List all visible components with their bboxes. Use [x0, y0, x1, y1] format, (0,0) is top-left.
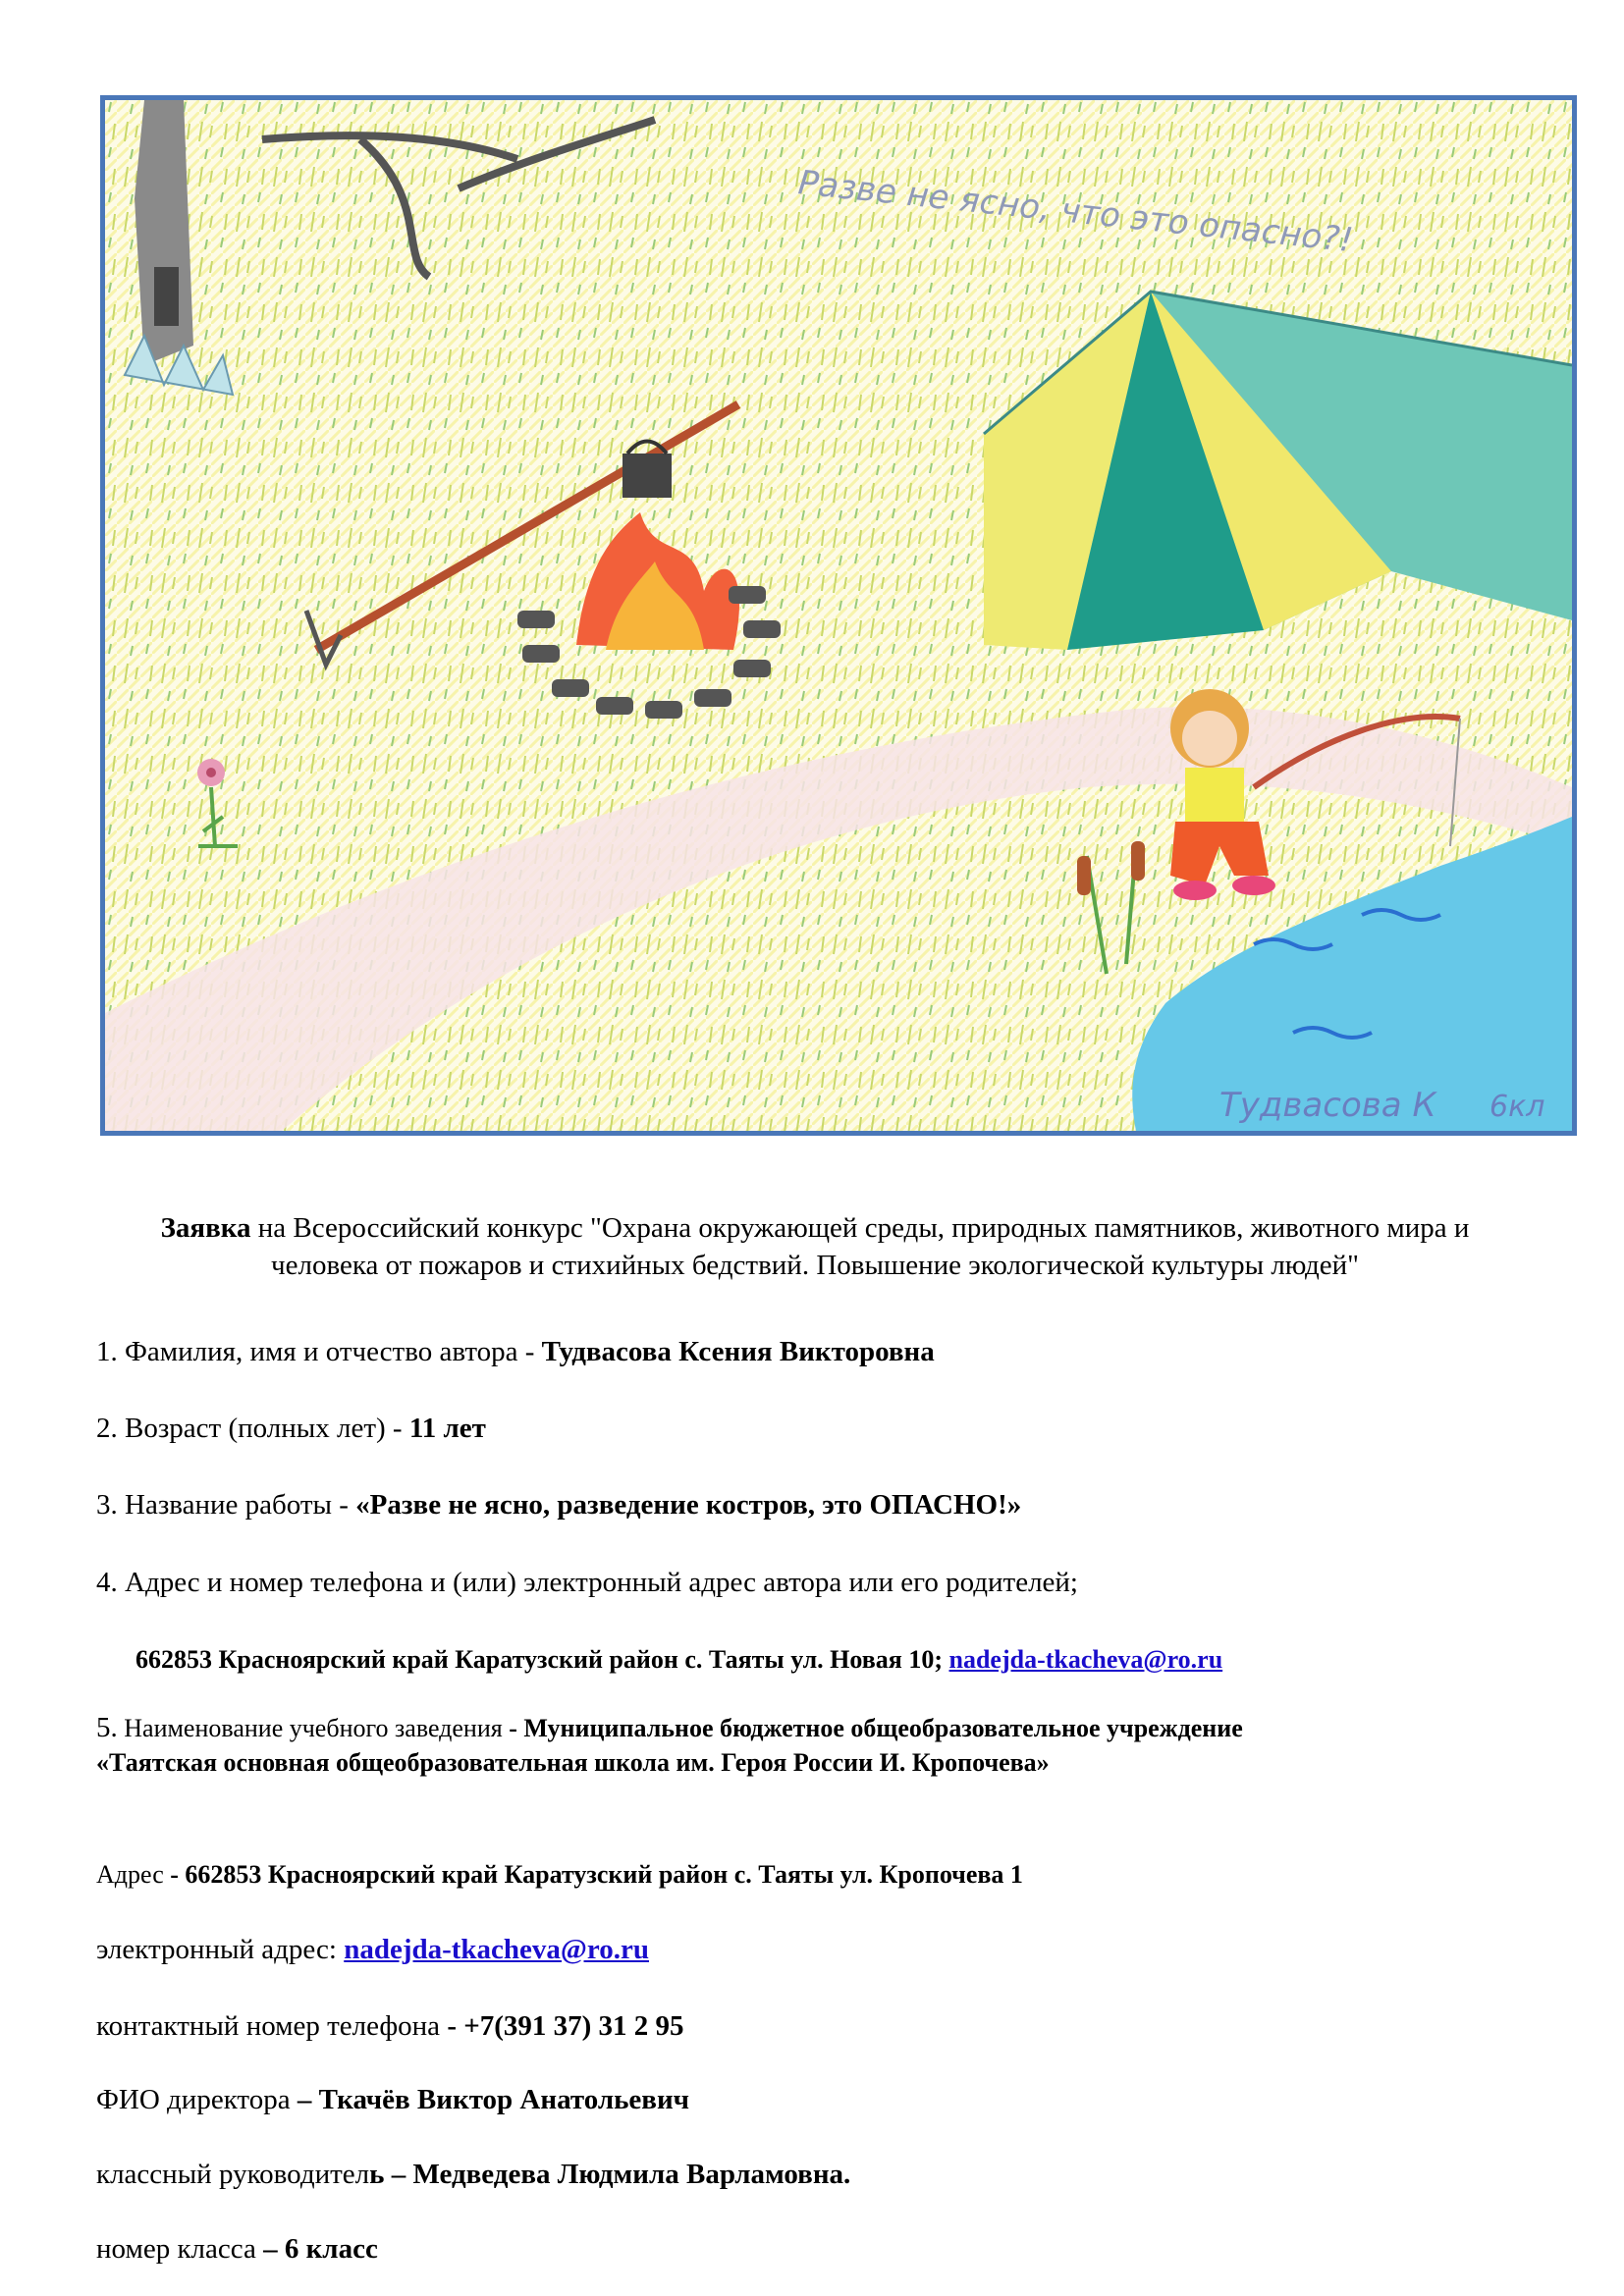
age-value: 11 лет: [408, 1413, 486, 1444]
application-heading: [108, 1209, 1522, 1284]
class-label: номер класса: [96, 2233, 264, 2265]
director-row: [96, 2081, 689, 2118]
school-email-row: [96, 1931, 649, 1968]
child-drawing: [100, 95, 1577, 1136]
phone-label: контактный номер телефона: [96, 2010, 448, 2042]
age-label: 2. Возраст (полных лет) -: [96, 1413, 409, 1444]
teacher-label: классный руководител: [96, 2159, 370, 2190]
school-name-row-2: [96, 1744, 1050, 1782]
work-title-label: 3. Название работы -: [96, 1489, 356, 1521]
director-value: – Ткачёв Виктор Анатольевич: [297, 2084, 690, 2115]
author-address-row: [135, 1641, 1222, 1679]
school-address-label: Адрес: [96, 1860, 171, 1889]
teacher-row: [96, 2156, 850, 2193]
author-name-label: 1. Фамилия, имя и отчество автора -: [96, 1336, 542, 1367]
school-name-value-a: - Муниципальное бюджетное общеобразовательное учреждение: [509, 1714, 1243, 1742]
teacher-value: ь – Медведева Людмила Варламовна.: [369, 2159, 851, 2190]
director-label: ФИО директора: [96, 2084, 298, 2115]
school-address-value: - 662853 Красноярский край Каратузский район с. Таяты ул. Кропочева 1: [170, 1860, 1023, 1889]
school-name-value-b: «Таятская основная общеобразовательная школа им. Героя России И. Кропочева»: [96, 1748, 1050, 1777]
phone-row: [96, 2007, 684, 2045]
contacts-heading-row: [96, 1564, 1078, 1601]
heading-text: на Всероссийский конкурс "Охрана окружающей среды, природных памятников, животного мира и человека от пожаров и стихийных бедствий. Повышение экологической культуры людей": [250, 1212, 1470, 1281]
school-email-label: электронный адрес:: [96, 1934, 345, 1965]
author-name-value: Тудвасова Ксения Викторовна: [541, 1336, 935, 1367]
author-email-link[interactable]: nadejda-tkacheva@ro.ru: [948, 1645, 1223, 1674]
heading-bold: Заявка: [160, 1212, 251, 1244]
phone-value: - +7(391 37) 31 2 95: [447, 2010, 684, 2042]
author-name-row: [96, 1333, 935, 1370]
school-address-row: [96, 1856, 1023, 1894]
school-email-link[interactable]: nadejda-tkacheva@ro.ru: [344, 1934, 650, 1965]
contacts-heading: 4. Адрес и номер телефона и (или) электронный адрес автора или его родителей;: [96, 1567, 1078, 1598]
class-value: – 6 класс: [263, 2233, 378, 2265]
drawing-caption: Разве не ясно, что это опасно?!: [796, 163, 1355, 261]
work-title-value: «Разве не ясно, разведение костров, это ОПАСНО!»: [355, 1489, 1022, 1521]
age-row: [96, 1410, 486, 1447]
school-item-number: 5.: [96, 1712, 118, 1743]
drawing-illustration: [105, 100, 1572, 1131]
drawing-signature: Тудвасова К: [1219, 1086, 1436, 1125]
author-address: 662853 Красноярский край Каратузский район с. Таяты ул. Новая 10;: [135, 1645, 949, 1674]
school-name-label: Наименование учебного заведения: [117, 1714, 510, 1742]
school-name-row: [96, 1709, 1243, 1747]
work-title-row: [96, 1486, 1021, 1523]
drawing-grade-mark: 6кл: [1489, 1090, 1545, 1124]
class-row: [96, 2230, 378, 2268]
